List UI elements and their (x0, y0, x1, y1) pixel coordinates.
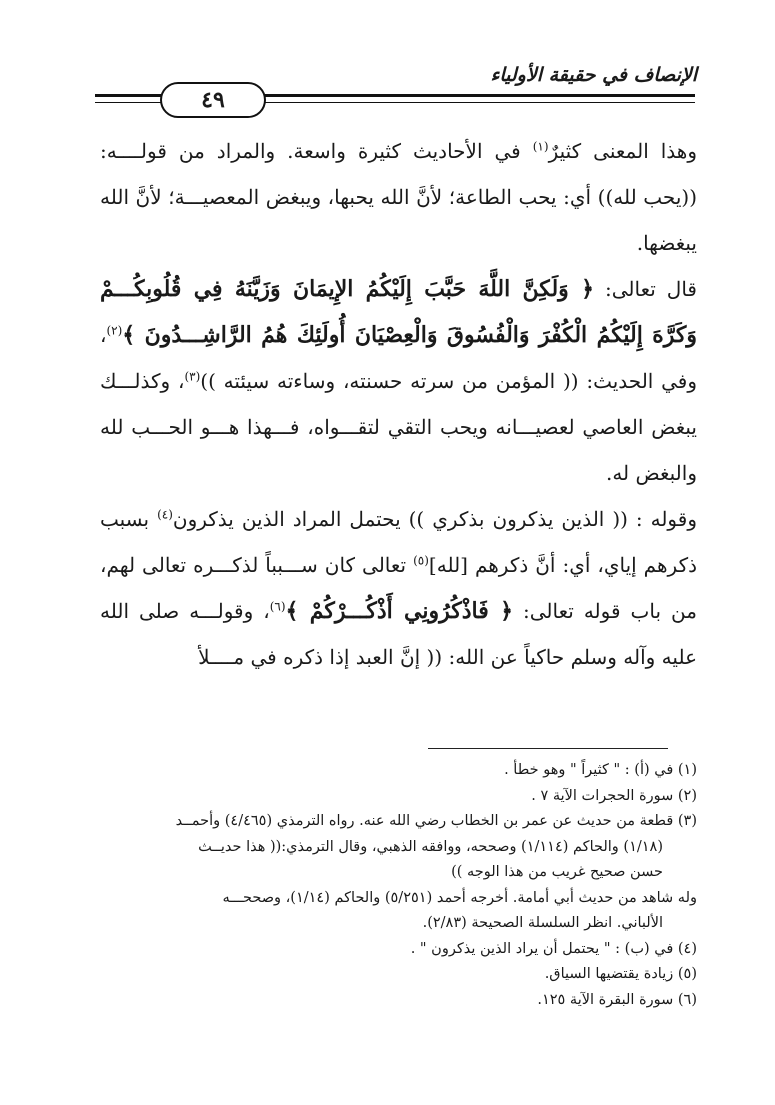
footnote-line: (٢) سورة الحجرات الآية ٧ . (531, 787, 697, 804)
footnote-line: (٥) زيادة يقتضيها السياق. (544, 966, 697, 982)
footnote-ref-2: (٢) (106, 323, 123, 338)
p3-text: وقوله : (( الذين يذكرون بذكري )) يحتمل المراد الذين يذكرون (172, 507, 697, 531)
footnote-ref-4: (٤) (157, 507, 173, 522)
p2-text-cont2: ، وكذلـــك يبغض العاصي لعصيـــانه ويحب التقي لتقـــواه، فـــهذا هـــو الحـــب لله والبغض له. (100, 369, 697, 485)
p2-text-cont: ، وفي الحديث: (( المؤمن من سرته حسنته، وساءته سيئته )) (100, 323, 697, 393)
footnote-ref-3: (٣) (184, 369, 201, 384)
page-number-badge (160, 82, 266, 118)
footnote-separator (428, 748, 668, 749)
p1-text-cont: في الأحاديث كثيرة واسعة. والمراد من قولــــه: ((يحب لله)) أي: يحب الطاعة؛ لأنَّ الله يحبها، ويبغض المعصيـــة؛ لأنَّ الله يبغضها. (100, 139, 697, 255)
p3-text-cont3: ، وقولـــه صلى الله عليه وآله وسلم حاكياً عن الله: (( إنَّ العبد إذا ذكره في مــــلأ (100, 599, 697, 669)
footnote-line: (١/١٨) والحاكم (١/١١٤) وصححه، ووافقه الذهبي، وقال الترمذي:(( هذا حديــث (198, 838, 663, 855)
paragraph-1 (100, 128, 697, 266)
quran-verse-1: ﴿ وَلَكِنَّ اللَّهَ حَبَّبَ إِلَيْكُمُ الإِيمَانَ وَزَيَّنَهُ فِي قُلُوبِكُـــمْ وَكَرَّهَ إِلَيْكُمُ الْكُفْرَ وَالْفُسُوقَ وَالْعِصْيَانَ أُولَئِكَ هُمُ الرَّاشِـــدُونَ ﴾ (100, 276, 697, 348)
footnote-line: (٦) سورة البقرة الآية ١٢٥. (537, 991, 697, 1008)
running-title: الإنصاف في حقيقة الأولياء (490, 64, 697, 86)
footnote-ref-6: (٦) (269, 599, 286, 614)
footnote-line: وله شاهد من حديث أبي أمامة. أخرجه أحمد (٥/٢٥١) والحاكم (١/١٤)، وصححـــه (222, 889, 697, 906)
main-text (100, 128, 697, 680)
p3-text-cont: بسبب ذكرهم إياي، أي: أنَّ ذكرهم [لله] (100, 507, 698, 577)
footnote-line: (١) في (أ) : " كثيراً " وهو خطأ . (504, 762, 697, 778)
paragraph-2 (100, 266, 697, 496)
footnote-line: حسن صحيح غريب من هذا الوجه )) (451, 864, 663, 880)
p2-intro: قال تعالى: (593, 277, 697, 301)
footnote-ref-5: (٥) (413, 553, 429, 568)
footnote-ref-1: (١) (532, 139, 549, 154)
footnote-line: (٤) في (ب) : " يحتمل أن يراد الذين يذكرون " . (410, 940, 697, 957)
quran-verse-2: ﴿ فَاذْكُرُونِي أَذْكُـــرْكُمْ ﴾ (285, 598, 513, 624)
p1-text: وهذا المعنى كثيرٌ (548, 139, 698, 163)
page-number: ٤٩ (201, 87, 225, 113)
footnotes (100, 758, 697, 1013)
paragraph-3 (100, 496, 697, 680)
footnote-line: (٣) قطعة من حديث عن عمر بن الخطاب رضي الله عنه. رواه الترمذي (٤/٤٦٥) وأحمــد (175, 813, 697, 829)
p3-text-cont2: تعالى كان ســـبباً لذكـــره تعالى لهم، من باب قوله تعالى: (100, 553, 697, 623)
footnote-line: الألباني. انظر السلسلة الصحيحة (٢/٨٣). (422, 915, 663, 931)
